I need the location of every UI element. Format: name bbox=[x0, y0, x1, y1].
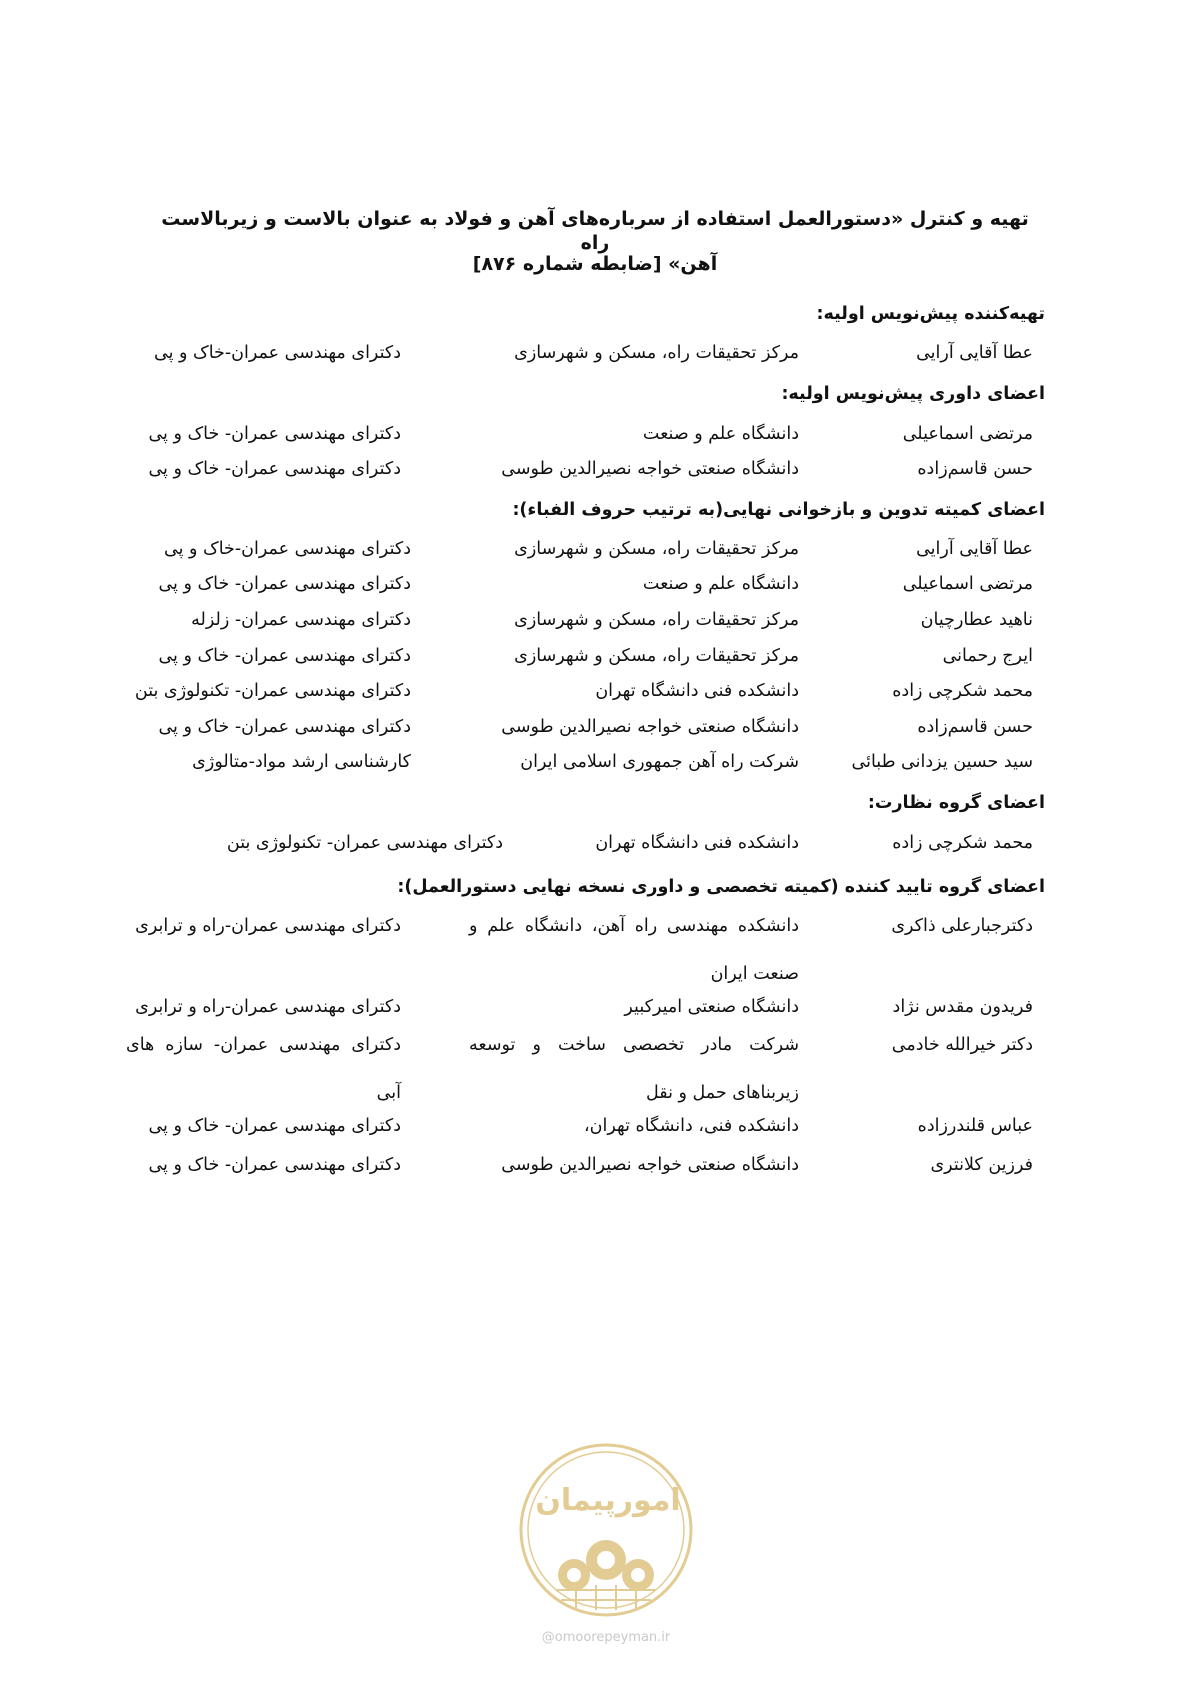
committee-row bbox=[0, 680, 1191, 710]
prelim-row bbox=[0, 342, 1191, 372]
approval-row bbox=[0, 915, 1191, 984]
member-name: ایرج رحمانی bbox=[942, 646, 1033, 666]
member-name: سید حسین یزدانی طبائی bbox=[851, 752, 1033, 772]
member-degree: دکترای مهندسی عمران- خاک و پی bbox=[158, 646, 411, 666]
member-org: مرکز تحقیقات راه، مسکن و شهرسازی bbox=[514, 646, 799, 666]
member-org: مرکز تحقیقات راه، مسکن و شهرسازی bbox=[514, 343, 799, 363]
member-degree: دکترای مهندسی عمران- تکنولوژی بتن bbox=[134, 681, 411, 701]
member-name: مرتضی اسماعیلی bbox=[902, 574, 1033, 594]
member-org: دانشکده فنی، دانشگاه تهران، bbox=[584, 1116, 799, 1136]
document-title-line-1: تهیه و کنترل «دستورالعمل استفاده از سرباره‌های آهن و فولاد به عنوان بالاست و زیربالاست راه bbox=[161, 208, 1029, 254]
member-org: دانشگاه صنعتی خواجه نصیرالدین طوسی bbox=[501, 459, 799, 479]
member-org: دانشگاه صنعتی خواجه نصیرالدین طوسی bbox=[501, 717, 799, 737]
member-degree: دکترای مهندسی عمران- خاک و پی bbox=[148, 424, 401, 444]
review-row bbox=[0, 458, 1191, 488]
member-name: محمد شکرچی زاده bbox=[892, 833, 1033, 853]
member-name: ناهید عطارچیان bbox=[920, 610, 1033, 630]
member-name: دکترجبارعلی ذاکری bbox=[891, 916, 1033, 936]
member-degree: دکترای مهندسی عمران- خاک و پی bbox=[148, 1116, 401, 1136]
member-degree: دکترای مهندسی عمران- زلزله bbox=[191, 610, 411, 630]
omoorepeyman-logo-icon bbox=[516, 1440, 696, 1620]
committee-row bbox=[0, 751, 1191, 781]
member-name: دکتر خیرالله خادمی bbox=[891, 1035, 1033, 1055]
approval-row bbox=[0, 1034, 1191, 1103]
document-title-line-2: آهن» [ضابطه شماره ۸۷۶] bbox=[472, 253, 718, 275]
member-org: مرکز تحقیقات راه، مسکن و شهرسازی bbox=[514, 539, 799, 559]
approval-row bbox=[0, 1154, 1191, 1184]
member-org: شرکت مادر تخصصی ساخت و توسعه زیربناهای حمل و نقل bbox=[469, 1035, 799, 1103]
member-name: مرتضی اسماعیلی bbox=[902, 424, 1033, 444]
member-org: دانشگاه علم و صنعت bbox=[642, 574, 799, 594]
member-org: دانشگاه علم و صنعت bbox=[642, 424, 799, 444]
committee-row bbox=[0, 538, 1191, 568]
member-degree: دکترای مهندسی عمران-راه و ترابری bbox=[135, 997, 401, 1017]
member-name: حسن قاسم‌زاده bbox=[917, 459, 1033, 479]
member-org: دانشکده فنی دانشگاه تهران bbox=[595, 833, 799, 853]
member-org: دانشکده مهندسی راه آهن، دانشگاه علم و صنعت ایران bbox=[469, 916, 799, 984]
member-org: شرکت راه آهن جمهوری اسلامی ایران bbox=[520, 752, 799, 772]
member-name: محمد شکرچی زاده bbox=[892, 681, 1033, 701]
member-degree: دکترای مهندسی عمران-خاک و پی bbox=[164, 539, 411, 559]
member-degree: دکترای مهندسی عمران- سازه های آبی bbox=[126, 1035, 401, 1103]
approval-row bbox=[0, 1115, 1191, 1145]
committee-row bbox=[0, 716, 1191, 746]
member-org: دانشگاه صنعتی خواجه نصیرالدین طوسی bbox=[501, 1155, 799, 1175]
member-degree: دکترای مهندسی عمران- خاک و پی bbox=[148, 459, 401, 479]
member-degree: کارشناسی ارشد مواد-متالوژی bbox=[192, 752, 411, 772]
heading-approval-group: اعضای گروه تایید کننده (کمیته تخصصی و داوری نسخه نهایی دستورالعمل): bbox=[397, 877, 1045, 897]
review-row bbox=[0, 423, 1191, 453]
committee-row bbox=[0, 573, 1191, 603]
svg-text:امورپیمان: امورپیمان bbox=[535, 1483, 681, 1518]
member-degree: دکترای مهندسی عمران- تکنولوژی بتن bbox=[226, 833, 503, 853]
member-name: عباس قلندرزاده bbox=[917, 1116, 1033, 1136]
member-name: فریدون مقدس نژاد bbox=[892, 997, 1033, 1017]
website-watermark: @omoorepeyman.ir bbox=[541, 1630, 671, 1645]
member-degree: دکترای مهندسی عمران- خاک و پی bbox=[158, 574, 411, 594]
member-org: دانشگاه صنعتی امیرکبیر bbox=[624, 997, 799, 1017]
committee-row bbox=[0, 609, 1191, 639]
heading-prelim-reviewers: اعضای داوری پیش‌نویس اولیه: bbox=[781, 384, 1045, 404]
member-org: دانشکده فنی دانشگاه تهران bbox=[595, 681, 799, 701]
member-org: مرکز تحقیقات راه، مسکن و شهرسازی bbox=[514, 610, 799, 630]
committee-row bbox=[0, 645, 1191, 675]
member-name: عطا آقایی آرایی bbox=[916, 539, 1033, 559]
member-degree: دکترای مهندسی عمران-راه و ترابری bbox=[135, 916, 401, 936]
member-name: فرزین کلانتری bbox=[930, 1155, 1033, 1175]
member-name: حسن قاسم‌زاده bbox=[917, 717, 1033, 737]
member-degree: دکترای مهندسی عمران- خاک و پی bbox=[158, 717, 411, 737]
member-degree: دکترای مهندسی عمران- خاک و پی bbox=[148, 1155, 401, 1175]
heading-supervision-group: اعضای گروه نظارت: bbox=[867, 793, 1045, 813]
member-name: عطا آقایی آرایی bbox=[916, 343, 1033, 363]
heading-drafting-committee: اعضای کمیته تدوین و بازخوانی نهایی(به ترتیب حروف الفباء): bbox=[512, 500, 1045, 520]
member-degree: دکترای مهندسی عمران-خاک و پی bbox=[154, 343, 401, 363]
heading-prelim-author: تهیه‌کننده پیش‌نویس اولیه: bbox=[816, 304, 1045, 324]
supervision-row bbox=[0, 832, 1191, 862]
